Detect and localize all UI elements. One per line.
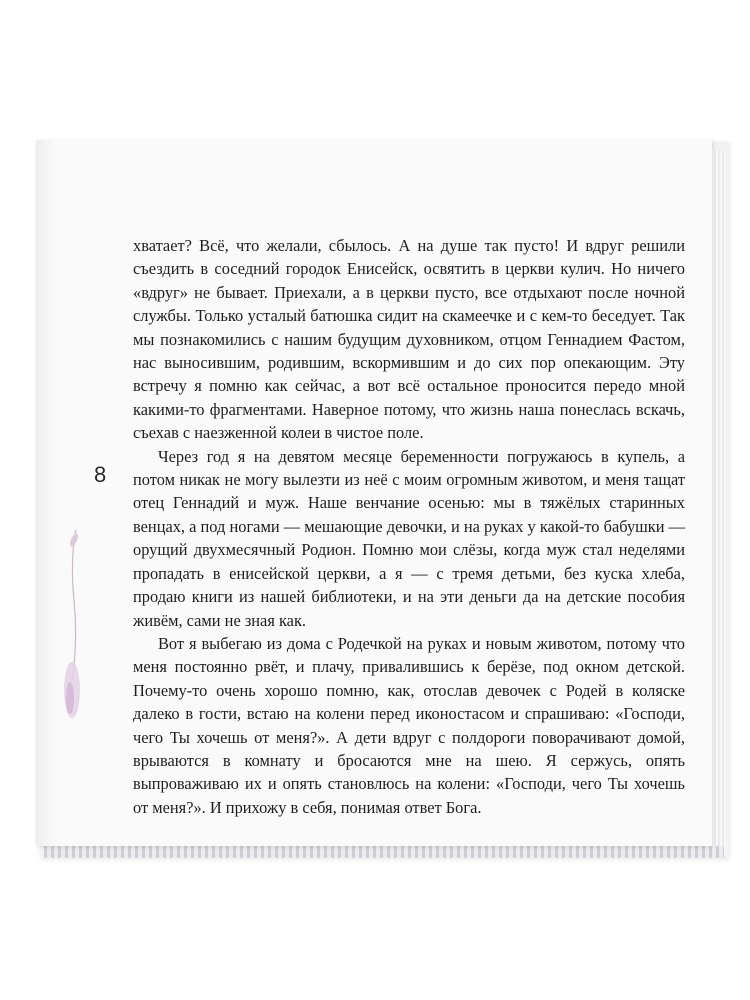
book-bottom-edge	[44, 846, 724, 858]
page-gutter-shade	[36, 140, 56, 846]
floral-illustration-icon	[64, 520, 84, 760]
body-text	[133, 234, 685, 819]
page-number: 8	[94, 462, 107, 487]
paragraph-2: Через год я на девятом месяце беременности погружаюсь в купель, а потом никак не могу вылезти из неё с моим огромным животом, и меня тащат отец Геннадий и муж. Наше венчание осенью: мы в тяжёлых старинных венцах, а под ногами — мешающие девочки, и на руках у какой-то бабушки — орущий двухмесячный Родион. Помню мои слёзы, когда муж стал неделями пропадать в енисейской церкви, а я — с тремя детьми, без куска хлеба, продаю книги из нашей библиотеки, и на эти деньги да на детские пособия живём, сами не зная как.	[133, 446, 685, 630]
paragraph-1: хватает? Всё, что желали, сбылось. А на душе так пусто! И вдруг решили съездить в соседний городок Енисейск, освятить в церкви кулич. Но ничего «вдруг» не бывает. Приехали, а в церкви пусто, все отдыхают после ночной службы. Только усталый батюшка сидит на скамеечке и с кем-то беседует. Так мы познакомились с нашим будущим духовником, отцом Геннадием Фастом, нас выносившим, родившим, вскормившим и до сих пор опекающим. Эту встречу я помню как сейчас, а вот всё остальное проносится передо мной какими-то фрагментами. Наверное потому, что жизнь наша понеслась вскачь, съехав с наезженной колеи в чистое поле.	[133, 236, 685, 443]
paragraph-3: Вот я выбегаю из дома с Родечкой на руках и новым животом, потому что меня постоянно рвёт, и плачу, привалившись к берёзе, под окном детской. Почему-то очень хорошо помню, как, отослав девочек с Родей в коляске далеко в гости, встаю на колени перед иконостасом и спрашиваю: «Господи, чего Ты хочешь от меня?». А дети вдруг с полдороги поворачивают домой, врываются в комнату и бросаются мне на шею. Я сержусь, опять выпроваживаю их и опять становлюсь на колени: «Господи, чего Ты хочешь от меня?». И прихожу в себя, понимая ответ Бога.	[133, 633, 685, 817]
